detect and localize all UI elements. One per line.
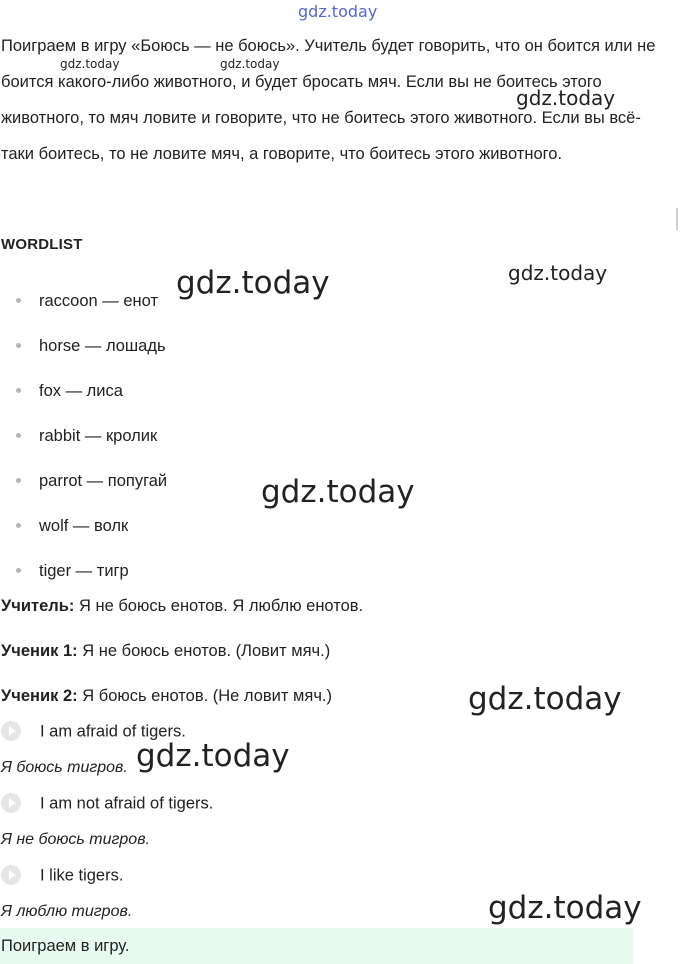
bullet-icon <box>16 568 21 573</box>
speaker-label: Учитель: <box>1 597 75 615</box>
watermark: gdz.today <box>60 57 120 71</box>
example-sentence: I am not afraid of tigers. <box>1 794 213 814</box>
dialogue-line-teacher: Учитель: Я не боюсь енотов. Я люблю енотов. <box>1 597 364 615</box>
dialogue-line-student-2: Ученик 2: Я боюсь енотов. (Не ловит мяч.) <box>1 687 332 705</box>
play-audio-icon[interactable] <box>1 865 21 885</box>
watermark: gdz.today <box>468 681 622 717</box>
example-translation: Я люблю тигров. <box>1 903 133 920</box>
play-audio-icon[interactable] <box>1 721 21 741</box>
wordlist-item: fox — лиса <box>16 382 123 401</box>
speaker-label: Ученик 1: <box>1 642 78 660</box>
highlight-banner: Поиграем в игру. <box>0 928 633 964</box>
dialogue-line-student-1: Ученик 1: Я не боюсь енотов. (Ловит мяч.) <box>1 642 331 660</box>
speaker-label: Ученик 2: <box>1 687 78 705</box>
wordlist-item: parrot — попугай <box>16 472 167 491</box>
bullet-icon <box>16 298 21 303</box>
watermark: gdz.today <box>136 738 290 774</box>
example-translation: Я боюсь тигров. <box>1 759 128 776</box>
example-sentence: I am afraid of tigers. <box>1 722 186 742</box>
wordlist-item: tiger — тигр <box>16 562 129 581</box>
wordlist-item: raccoon — енот <box>16 292 158 311</box>
example-sentence: I like tigers. <box>1 866 123 886</box>
intro-paragraph: Поиграем в игру «Боюсь — не боюсь». Учитель будет говорить, что он боится или не боится какого-либо животного, и будет бросать мяч. Если вы не боитесь этого животного, то мяч ловите и говорите, что не боитесь этого животного. Если вы всё-таки боитесь, то не ловите мяч, а говорите, что боитесь этого животного. <box>1 37 656 163</box>
watermark: gdz.today <box>516 86 616 110</box>
example-translation: Я не боюсь тигров. <box>1 831 150 848</box>
bullet-icon <box>16 433 21 438</box>
watermark: gdz.today <box>488 890 642 926</box>
watermark: gdz.today <box>176 265 330 301</box>
watermark: gdz.today <box>220 57 280 71</box>
watermark: gdz.today <box>261 474 415 510</box>
wordlist-item: wolf — волк <box>16 517 128 536</box>
scrollbar[interactable] <box>676 208 678 230</box>
play-audio-icon[interactable] <box>1 793 21 813</box>
bullet-icon <box>16 343 21 348</box>
watermark: gdz.today <box>508 261 608 285</box>
watermark-top: gdz.today <box>298 2 378 21</box>
wordlist-item: rabbit — кролик <box>16 427 157 446</box>
bullet-icon <box>16 523 21 528</box>
bullet-icon <box>16 478 21 483</box>
wordlist-heading: WORDLIST <box>1 236 83 253</box>
wordlist-item: horse — лошадь <box>16 337 166 356</box>
bullet-icon <box>16 388 21 393</box>
